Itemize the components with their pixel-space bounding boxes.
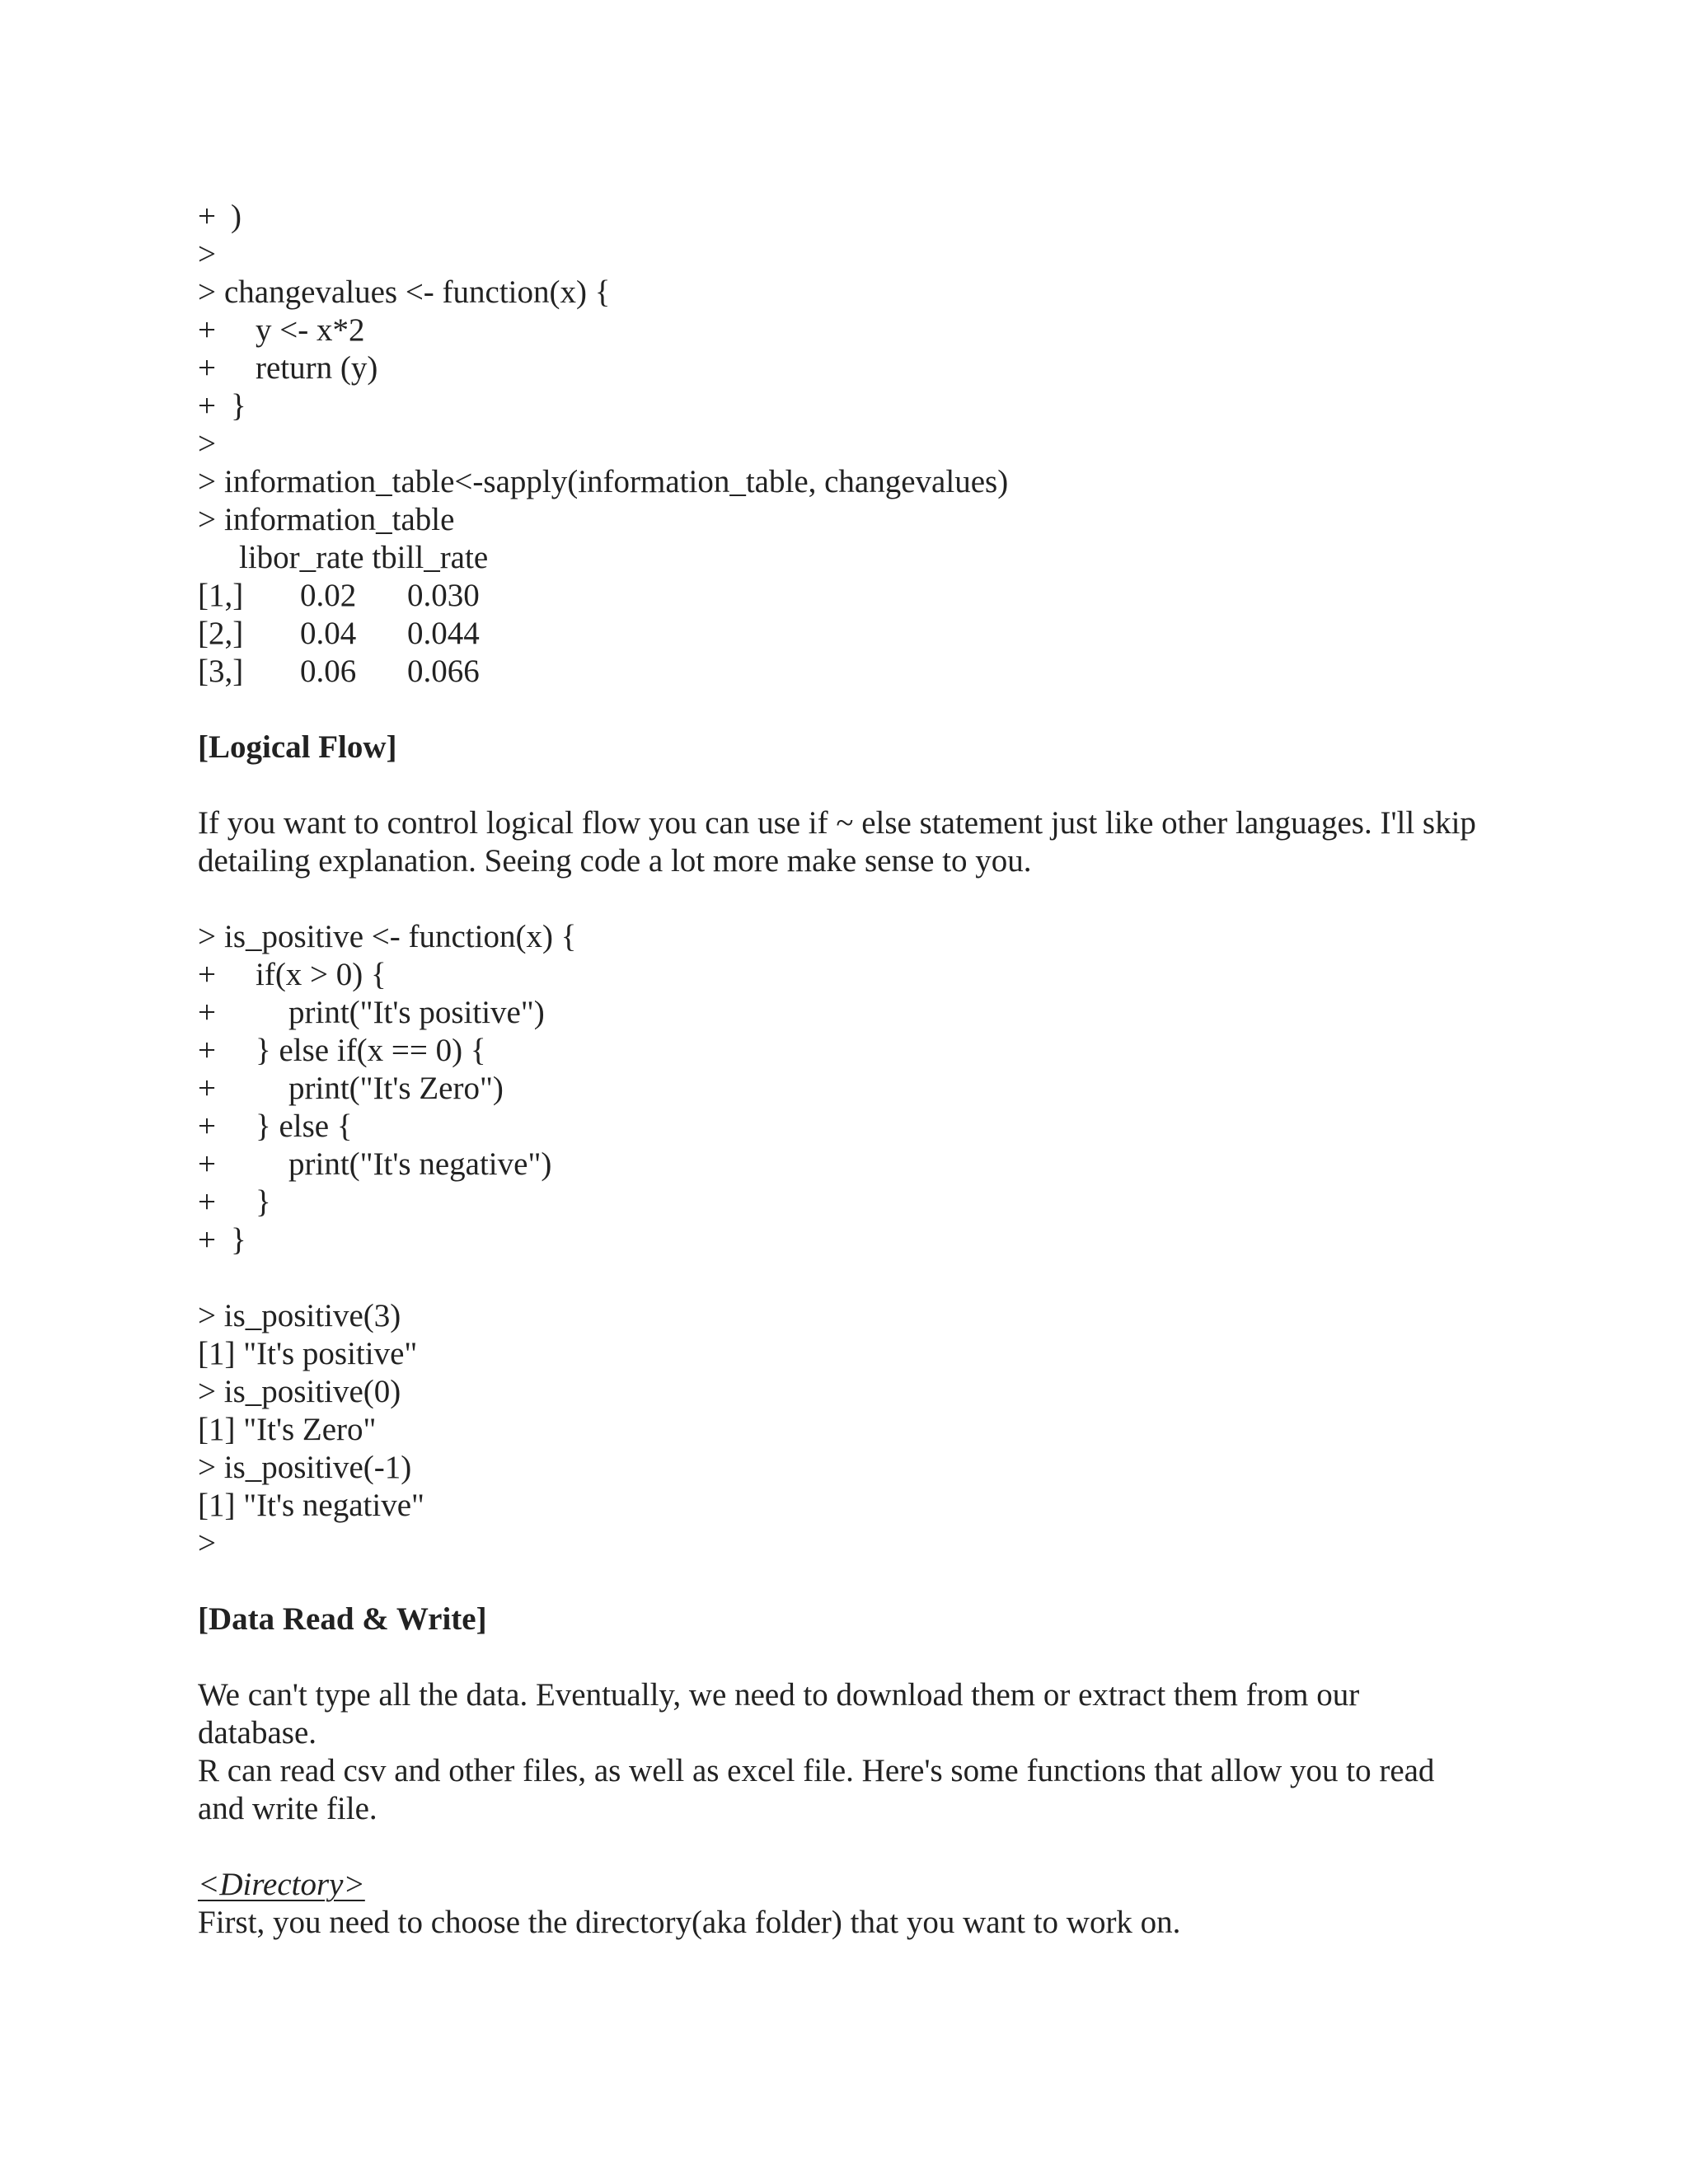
table-header: libor_rate tbill_rate xyxy=(239,540,489,575)
code-line: > xyxy=(198,237,216,272)
code-line: > is_positive(-1) xyxy=(198,1450,412,1485)
code-line: > is_positive(3) xyxy=(198,1298,401,1333)
paragraph-data-2: R can read csv and other files, as well as excel file. Here's some functions that allow you to read and write file. xyxy=(198,1753,1435,1826)
spacer xyxy=(198,1638,1517,1676)
subheading-directory: <Directory> xyxy=(198,1867,365,1902)
code-line: [1] "It's Zero" xyxy=(198,1412,377,1447)
code-line: > xyxy=(198,1526,216,1561)
paragraph-data-1: We can't type all the data. Eventually, we need to download them or extract them from our database. xyxy=(198,1677,1360,1750)
table-row: [1,] 0.02 0.030 xyxy=(198,578,480,613)
section-heading-logical-flow: [Logical Flow] xyxy=(198,729,397,765)
code-block-is-positive xyxy=(198,918,1517,1259)
code-line: + } xyxy=(198,1222,246,1258)
table-row: [2,] 0.04 0.044 xyxy=(198,616,480,651)
spacer xyxy=(198,766,1517,804)
code-line: > is_positive(0) xyxy=(198,1374,401,1409)
code-line: > is_positive <- function(x) { xyxy=(198,919,577,954)
spacer xyxy=(198,1828,1517,1866)
paragraph-directory: First, you need to choose the directory(aka folder) that you want to work on. xyxy=(198,1905,1181,1940)
spacer xyxy=(198,1259,1517,1297)
code-line: [1] "It's negative" xyxy=(198,1488,424,1523)
code-line: [1] "It's positive" xyxy=(198,1336,418,1371)
code-line: + } xyxy=(198,388,246,424)
code-line: > information_table<-sapply(information_table, changevalues) xyxy=(198,464,1009,499)
code-line: > information_table xyxy=(198,502,455,537)
code-line: + print("It's positive") xyxy=(198,995,545,1030)
section-heading-data-read-write: [Data Read & Write] xyxy=(198,1601,487,1637)
spacer xyxy=(198,691,1517,729)
code-line: + ) xyxy=(198,199,241,234)
code-line: + } xyxy=(198,1184,271,1220)
paragraph-logical-flow: If you want to control logical flow you can use if ~ else statement just like other languages. I'll skip detailing explanation. Seeing code a lot more make sense to you. xyxy=(198,805,1476,879)
code-line: + } else { xyxy=(198,1108,353,1144)
code-line: + if(x > 0) { xyxy=(198,957,387,992)
code-line: > changevalues <- function(x) { xyxy=(198,274,611,310)
code-block-changevalues xyxy=(198,198,1517,539)
code-line: + return (y) xyxy=(198,350,378,386)
code-line: > xyxy=(198,426,216,462)
code-block-calls xyxy=(198,1297,1517,1563)
output-table xyxy=(198,539,1517,691)
document-page xyxy=(198,198,1517,1942)
code-line: + print("It's negative") xyxy=(198,1146,552,1182)
spacer xyxy=(198,880,1517,918)
code-line: + } else if(x == 0) { xyxy=(198,1033,486,1068)
spacer xyxy=(198,1563,1517,1601)
table-row: [3,] 0.06 0.066 xyxy=(198,654,480,689)
code-line: + print("It's Zero") xyxy=(198,1071,504,1106)
code-line: + y <- x*2 xyxy=(198,312,365,348)
